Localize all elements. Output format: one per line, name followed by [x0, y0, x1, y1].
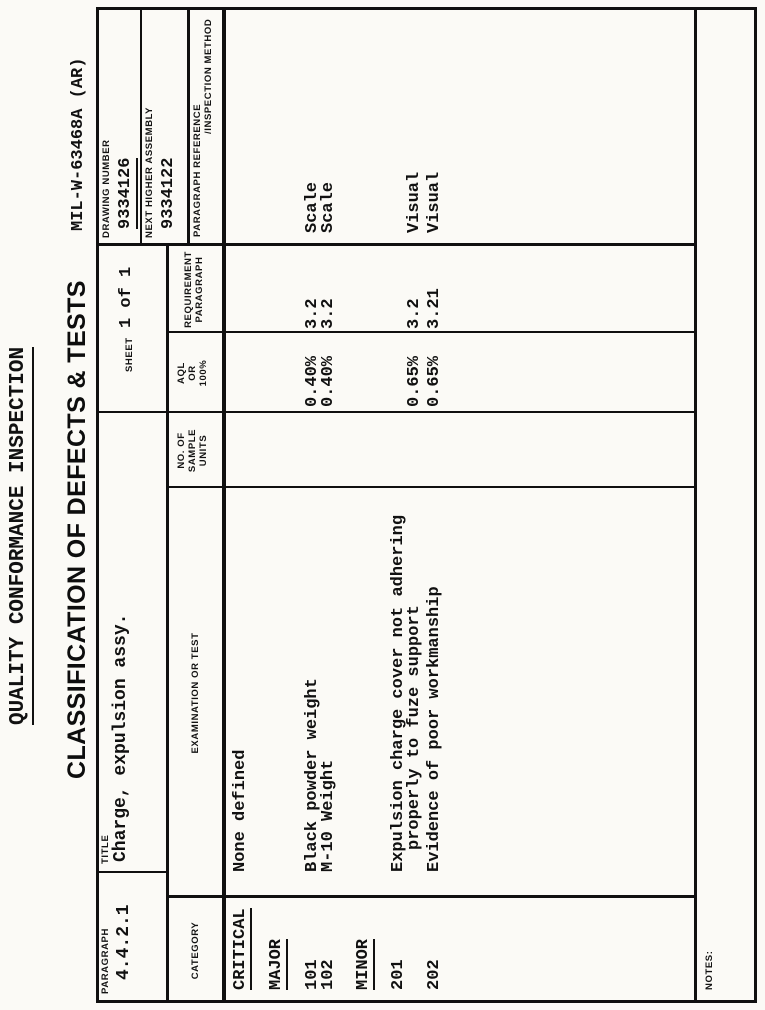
- inspection-method-cell: Visual: [425, 171, 444, 233]
- category-cell: MINOR: [354, 938, 373, 990]
- page-heading: QUALITY CONFORMANCE INSPECTION: [7, 347, 34, 725]
- column-header-category: CATEGORY: [190, 921, 201, 980]
- category-cell: 202: [425, 959, 444, 990]
- category-cell: 201: [389, 959, 408, 990]
- aql-cell: 0.40%: [319, 355, 338, 407]
- next-higher-assembly-value: 9334122: [159, 157, 178, 229]
- column-header-line: AQL: [176, 362, 187, 384]
- column-header-line: PARAGRAPH: [194, 256, 205, 323]
- examination-cell: properly to fuze support: [405, 605, 424, 850]
- paragraph-value: 4.4.2.1: [114, 904, 134, 980]
- next-higher-assembly-label: NEXT HIGHER ASSEMBLY: [144, 106, 155, 238]
- sheet-value: 1 of 1: [117, 266, 136, 328]
- requirement-paragraph-cell: 3.2: [319, 298, 338, 329]
- spec-number: MIL-W-63468A (AR): [69, 57, 88, 231]
- column-header-reference-line1: PARAGRAPH REFERENCE: [192, 103, 203, 237]
- examination-cell: None defined: [231, 749, 250, 872]
- inspection-method-cell: Visual: [405, 171, 424, 233]
- table-gridline: [694, 10, 697, 1003]
- column-header-sample-units: [176, 413, 209, 488]
- column-header-line: 100%: [198, 359, 209, 387]
- sheet-label: SHEET: [124, 337, 135, 372]
- column-header-aql: [176, 333, 209, 413]
- notes-label: NOTES:: [704, 950, 715, 990]
- table-row: [233, 0, 249, 1010]
- requirement-paragraph-cell: 3.2: [405, 298, 424, 329]
- table-gridline: [187, 10, 190, 246]
- drawing-number-label: DRAWING NUMBER: [101, 139, 112, 238]
- table-row: [321, 0, 337, 1010]
- table-gridline: [222, 10, 226, 1003]
- column-header-line: UNITS: [198, 434, 209, 467]
- aql-cell: 0.65%: [405, 355, 424, 407]
- form-title: CLASSIFICATION OF DEFECTS & TESTS: [63, 280, 91, 779]
- inspection-method-cell: Scale: [319, 181, 338, 233]
- drawing-number-value: 9334126: [118, 158, 134, 229]
- table-gridline: [140, 10, 142, 246]
- aql-cell: 0.40%: [303, 355, 322, 407]
- category-cell: CRITICAL: [231, 908, 250, 990]
- requirement-paragraph-cell: 3.21: [425, 288, 444, 329]
- title-value: Charge, expulsion assy.: [111, 613, 131, 862]
- column-header-reference-line2: /INSPECTION METHOD: [203, 18, 214, 134]
- title-label: TITLE: [100, 834, 111, 864]
- table-row: [391, 0, 407, 1010]
- paragraph-label: PARAGRAPH: [100, 928, 111, 994]
- column-header-line: NO. OF: [176, 432, 187, 469]
- examination-cell: Evidence of poor workmanship: [425, 586, 444, 872]
- column-header-requirement: [183, 246, 205, 333]
- table-row: [356, 0, 372, 1010]
- column-header-examination: EXAMINATION OR TEST: [190, 632, 201, 754]
- table-row: [427, 0, 443, 1010]
- requirement-paragraph-cell: 3.2: [303, 298, 322, 329]
- examination-cell: Expulsion charge cover not adhering: [389, 514, 408, 872]
- column-header-line: REQUIREMENT: [183, 251, 194, 328]
- table-gridline: [166, 243, 169, 1003]
- inspection-method-cell: Scale: [303, 181, 322, 233]
- examination-cell: M-10 Weight: [319, 759, 338, 872]
- table-row: [407, 0, 423, 1010]
- column-header-line: SAMPLE: [187, 428, 198, 473]
- category-cell: MAJOR: [267, 938, 286, 990]
- column-header-line: OR: [187, 365, 198, 381]
- category-cell: 102: [319, 959, 338, 990]
- aql-cell: 0.65%: [425, 355, 444, 407]
- table-row: [269, 0, 285, 1010]
- category-cell: 101: [303, 959, 322, 990]
- table-gridline: [96, 871, 168, 873]
- examination-cell: Black powder weight: [303, 678, 322, 872]
